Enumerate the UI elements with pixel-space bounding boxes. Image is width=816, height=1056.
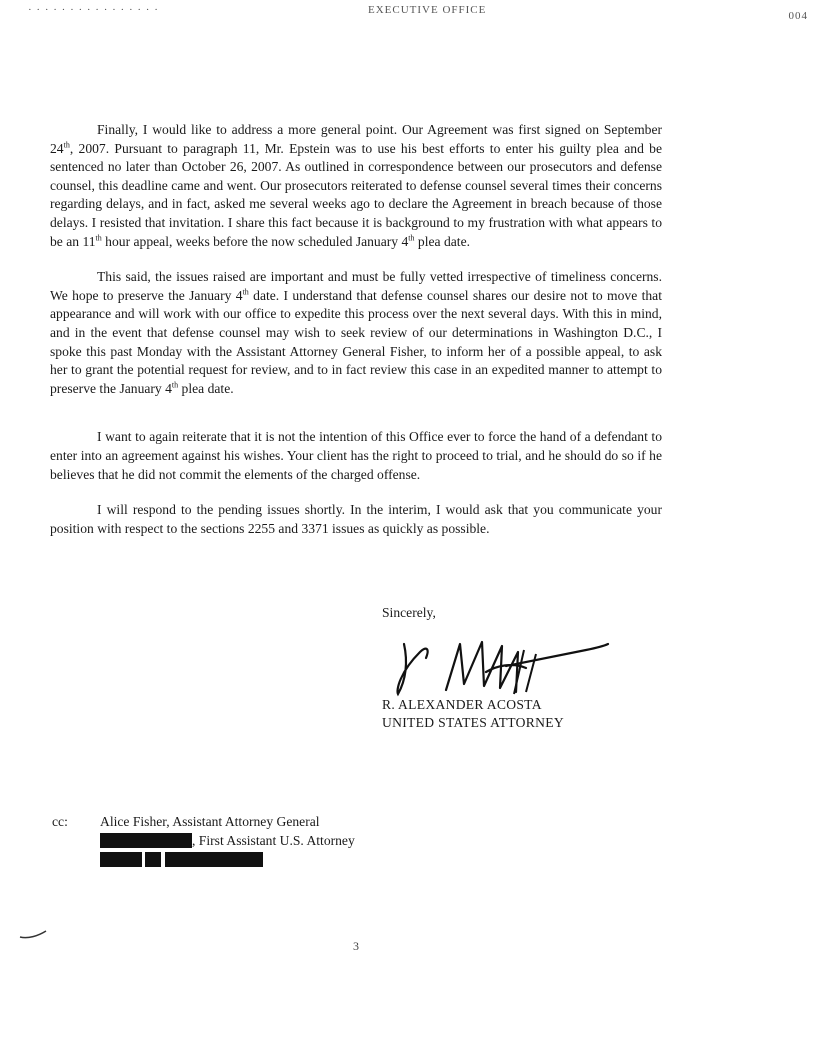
paragraph-text: I want to again reiterate that it is not the intention of this Office ever to force the hand of a defendant to enter into an agreement against his wishes. Your client has the right to proceed to trial, and he should do so if he believes that he did not commit the elements of the charged offense. [50, 429, 662, 482]
fax-header-left: · · · · · · · · · · · · · · · · [28, 4, 159, 16]
paragraph-2 [50, 268, 662, 398]
fax-header [28, 4, 808, 22]
signature-image [386, 632, 616, 702]
cc-label: cc: [52, 814, 68, 829]
redaction-bar [165, 852, 263, 867]
cc-recipient-2-title: , First Assistant U.S. Attorney [192, 833, 355, 848]
paragraph-text: date. I understand that defense counsel shares our desire not to move that appearance and will work with our office to expedite this process over the next several days. With this in mind, and in the event that defense counsel may wish to seek review of our determinations in Washington D.C., I spoke this past Monday with the Assistant Attorney General Fisher, to inform her of a possible appeal, to ask her to grant the potential request for review, and to in fact review this case in an expedited manner to attempt to preserve the January 4 [50, 287, 662, 396]
fax-header-center: EXECUTIVE OFFICE [368, 4, 487, 16]
page-number: 3 [353, 939, 359, 953]
paragraph-text: hour appeal, weeks before the now scheduled January 4 [101, 233, 409, 249]
cc-recipient-3 [100, 851, 263, 868]
redaction-bar [100, 852, 142, 867]
cc-recipient-2 [100, 832, 355, 849]
ordinal-suffix: th [63, 140, 70, 150]
ordinal-suffix: th [408, 233, 415, 243]
paragraph-text: plea date. [178, 380, 234, 396]
ordinal-suffix: th [171, 380, 179, 390]
fax-page-counter: 004 [788, 10, 808, 22]
margin-scan-mark [18, 928, 48, 940]
paragraph-3 [50, 428, 662, 484]
salutation: Sincerely, [382, 605, 436, 620]
paragraph-1 [50, 121, 662, 251]
letter-body [50, 121, 662, 555]
ordinal-suffix: th [242, 287, 249, 297]
paragraph-text: Finally, I would like to address a more general point. Our Agreement was first signed on September 24 [50, 122, 662, 156]
ordinal-suffix: th [95, 233, 102, 243]
signer-title: UNITED STATES ATTORNEY [382, 715, 564, 730]
paragraph-text: , 2007. Pursuant to paragraph 11, Mr. Epstein was to use his best efforts to enter his guilty plea and be sentenced no later than October 26, 2007. As outlined in correspondence between our prosecutors and defense counsel, this deadline came and went. Our prosecutors reiterated to defense counsel several times their concerns regarding delays, and in fact, asked me several weeks ago to declare the Agreement in breach because of those delays. I resisted that invitation. I share this fact because it is background to my frustration with what appears to be an 11 [50, 140, 662, 249]
redaction-bar [100, 833, 192, 848]
paragraph-text: I will respond to the pending issues shortly. In the interim, I would ask that you communicate your position with respect to the sections 2255 and 3371 issues as quickly as possible. [50, 502, 662, 536]
paragraph-4 [50, 501, 662, 538]
paragraph-text: plea date. [414, 233, 471, 249]
signer-name: R. ALEXANDER ACOSTA [382, 697, 542, 712]
paragraph-text: This said, the issues raised are important and must be fully vetted irrespective of timeliness concerns. We hope to preserve the January 4 [50, 269, 662, 303]
redaction-bar [145, 852, 161, 867]
cc-recipient-1: Alice Fisher, Assistant Attorney General [100, 814, 320, 829]
